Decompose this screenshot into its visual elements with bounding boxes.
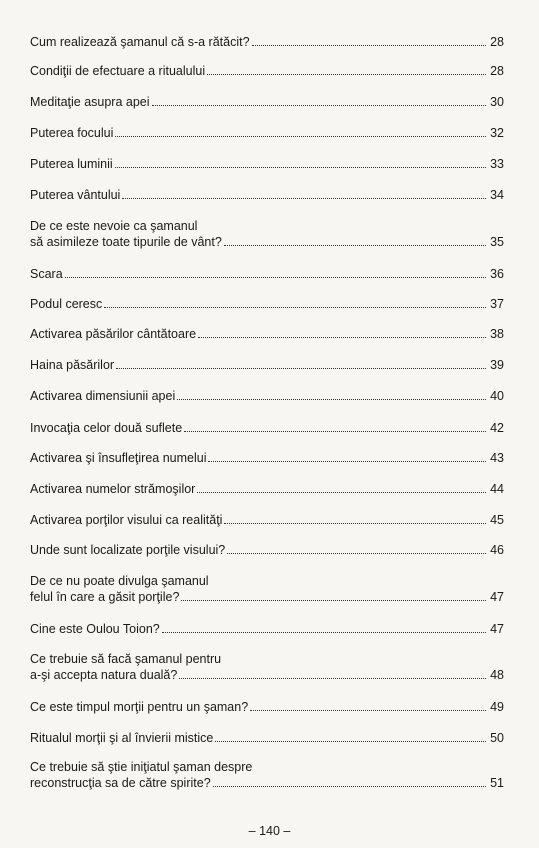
toc-entry-title: Ritualul morţii şi al învierii mistice bbox=[30, 731, 214, 745]
toc-entry-page-number: 35 bbox=[490, 235, 504, 249]
toc-entry-line bbox=[30, 234, 504, 250]
toc-entry bbox=[30, 652, 504, 683]
toc-entry-title: Cum realizează şamanul că s-a rătăcit? bbox=[30, 35, 250, 49]
toc-entry-page-number: 33 bbox=[490, 157, 504, 171]
toc-entry bbox=[30, 187, 504, 203]
toc-entry-page-number: 43 bbox=[490, 451, 504, 465]
dot-leader bbox=[162, 621, 486, 633]
dot-leader bbox=[215, 730, 486, 742]
toc-entry-line bbox=[30, 512, 504, 528]
toc-entry bbox=[30, 760, 504, 791]
toc-entry-line bbox=[30, 125, 504, 141]
toc-entry bbox=[30, 574, 504, 605]
toc-entry bbox=[30, 621, 504, 637]
toc-entry-page-number: 34 bbox=[490, 188, 504, 202]
dot-leader bbox=[224, 512, 486, 524]
toc-entry-line bbox=[30, 450, 504, 466]
toc-entry-title-line: Ce trebuie să facă şamanul pentru bbox=[30, 652, 222, 666]
toc-entry-title: Activarea numelor strămoşilor bbox=[30, 482, 196, 496]
toc-entry-page-number: 50 bbox=[490, 731, 504, 745]
toc-entry-page-number: 39 bbox=[490, 358, 504, 372]
toc-entry-line bbox=[30, 667, 504, 683]
toc-entry bbox=[30, 34, 504, 50]
toc-entry-page-number: 36 bbox=[490, 267, 504, 281]
toc-entry-page-number: 38 bbox=[490, 327, 504, 341]
toc-entry-title: Activarea păsărilor cântătoare bbox=[30, 327, 197, 341]
toc-entry-line bbox=[30, 388, 504, 404]
toc-entry-page-number: 37 bbox=[490, 297, 504, 311]
toc-entry-title-line: De ce este nevoie ca şamanul bbox=[30, 219, 198, 233]
page-number-footer: – 140 – bbox=[248, 824, 291, 838]
toc-entry-line bbox=[30, 63, 504, 79]
toc-entry-page-number: 32 bbox=[490, 126, 504, 140]
dot-leader bbox=[104, 296, 486, 308]
toc-entry-page-number: 28 bbox=[490, 35, 504, 49]
toc-entry bbox=[30, 542, 504, 558]
toc-entry-line bbox=[30, 266, 504, 282]
toc-entry bbox=[30, 357, 504, 373]
toc-entry-line bbox=[30, 156, 504, 172]
toc-entry-title: Activarea dimensiunii apei bbox=[30, 389, 176, 403]
toc-entry-title: Puterea vântului bbox=[30, 188, 121, 202]
toc-entry-title: Scara bbox=[30, 267, 63, 281]
toc-entry-page-number: 45 bbox=[490, 513, 504, 527]
dot-leader bbox=[227, 542, 486, 554]
toc-entry-line bbox=[30, 481, 504, 497]
toc-entry-title: Podul ceresc bbox=[30, 297, 103, 311]
dot-leader bbox=[198, 326, 486, 338]
toc-entry-title: Condiţii de efectuare a ritualului bbox=[30, 64, 206, 78]
dot-leader bbox=[179, 667, 486, 679]
toc-entry-title: Haina păsărilor bbox=[30, 358, 115, 372]
toc-entry-line bbox=[30, 542, 504, 558]
toc-entry-line bbox=[30, 34, 504, 50]
toc-entry-line bbox=[30, 326, 504, 342]
toc-entry bbox=[30, 296, 504, 312]
toc-entry-line bbox=[30, 296, 504, 312]
toc-entry-page-number: 44 bbox=[490, 482, 504, 496]
dot-leader bbox=[207, 63, 486, 75]
toc-entry-page-number: 46 bbox=[490, 543, 504, 557]
toc-entry bbox=[30, 512, 504, 528]
toc-entry-page-number: 49 bbox=[490, 700, 504, 714]
toc-entry-page-number: 47 bbox=[490, 590, 504, 604]
toc-entry bbox=[30, 326, 504, 342]
dot-leader bbox=[197, 481, 486, 493]
toc-entry bbox=[30, 730, 504, 746]
toc-entry-line bbox=[30, 730, 504, 746]
dot-leader bbox=[252, 34, 486, 46]
toc-entry-page-number: 48 bbox=[490, 668, 504, 682]
dot-leader bbox=[224, 234, 486, 246]
toc-entry-line bbox=[30, 775, 504, 791]
toc-entry bbox=[30, 94, 504, 110]
dot-leader bbox=[213, 775, 486, 787]
toc-entry-line bbox=[30, 357, 504, 373]
toc-entry bbox=[30, 63, 504, 79]
dot-leader bbox=[184, 420, 486, 432]
dot-leader bbox=[122, 187, 486, 199]
toc-entry-title: Ce este timpul morţii pentru un şaman? bbox=[30, 700, 249, 714]
dot-leader bbox=[152, 94, 486, 106]
toc-entry bbox=[30, 156, 504, 172]
toc-entry-title-line: Ce trebuie să ştie iniţiatul şaman despre bbox=[30, 760, 253, 774]
toc-entry bbox=[30, 388, 504, 404]
toc-entry-page-number: 30 bbox=[490, 95, 504, 109]
toc-entry bbox=[30, 125, 504, 141]
toc-entry-title: felul în care a găsit porţile? bbox=[30, 590, 180, 604]
toc-entry-title: reconstrucţia sa de către spirite? bbox=[30, 776, 211, 790]
toc-entry-line bbox=[30, 420, 504, 436]
toc-entry-title: Meditaţie asupra apei bbox=[30, 95, 150, 109]
toc-entry-page-number: 42 bbox=[490, 421, 504, 435]
dot-leader bbox=[250, 699, 486, 711]
toc-entry-title-line: De ce nu poate divulga şamanul bbox=[30, 574, 209, 588]
toc-entry-line bbox=[30, 94, 504, 110]
dot-leader bbox=[115, 125, 486, 137]
toc-entry-title: Activarea şi însufleţirea numelui bbox=[30, 451, 207, 465]
toc-entry bbox=[30, 481, 504, 497]
toc-entry-line bbox=[30, 187, 504, 203]
toc-entry-title: să asimileze toate tipurile de vânt? bbox=[30, 235, 222, 249]
toc-entry-title: Invocaţia celor două suflete bbox=[30, 421, 183, 435]
toc-entry-title: Cine este Oulou Toion? bbox=[30, 622, 160, 636]
dot-leader bbox=[177, 388, 486, 400]
toc-entry bbox=[30, 420, 504, 436]
toc-entry-page-number: 51 bbox=[490, 776, 504, 790]
toc-entry bbox=[30, 266, 504, 282]
toc-entry-page-number: 40 bbox=[490, 389, 504, 403]
toc-entry bbox=[30, 450, 504, 466]
toc-entry-line bbox=[30, 699, 504, 715]
toc-entry-line bbox=[30, 589, 504, 605]
toc-entry bbox=[30, 699, 504, 715]
toc-entry bbox=[30, 219, 504, 250]
toc-entry-title: a-şi accepta natura duală? bbox=[30, 668, 178, 682]
dot-leader bbox=[181, 589, 486, 601]
toc-entry-page-number: 28 bbox=[490, 64, 504, 78]
dot-leader bbox=[115, 156, 486, 168]
toc-entry-title: Puterea focului bbox=[30, 126, 114, 140]
dot-leader bbox=[208, 450, 486, 462]
toc-entry-title: Activarea porţilor visului ca realităţi bbox=[30, 513, 223, 527]
toc-entry-page-number: 47 bbox=[490, 622, 504, 636]
dot-leader bbox=[116, 357, 486, 369]
toc-entry-title: Unde sunt localizate porţile visului? bbox=[30, 543, 226, 557]
dot-leader bbox=[65, 266, 486, 278]
toc-entry-line bbox=[30, 621, 504, 637]
toc-entry-title: Puterea luminii bbox=[30, 157, 113, 171]
